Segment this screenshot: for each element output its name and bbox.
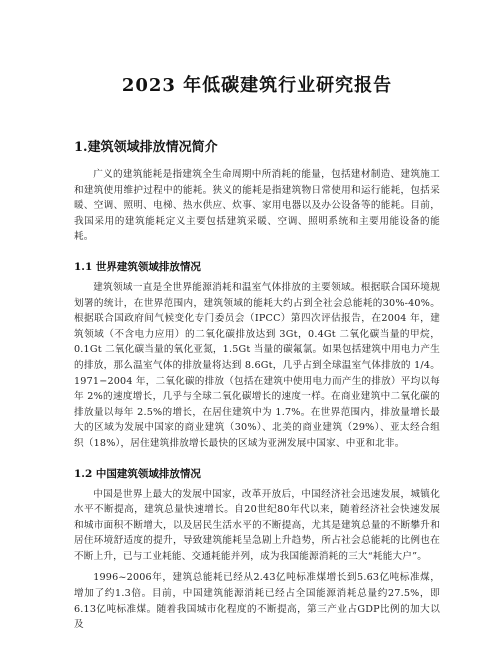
section-heading-world-emissions: 1.1 世界建筑领域排放情况	[74, 260, 201, 273]
section-paragraph-world-emissions: 建筑领域一直是全世界能源消耗和温室气体排放的主要领域。根据联合国环境规划署的统计，在世界范围内，建筑领域的能耗大约占到全社会总能耗的30%-40%。根据联合国政府间气候变化专门委员会（IPCC）第四次评估报告，在2004 年，建筑领域（不含电力应用）的二氧化碳排放达到 3Gt，0.4Gt 二氧化碳当量的甲烷，0.1Gt 二氧化碳当量的氧化亚氮，1.5Gt 当量的碳氟氯。如果包括建筑中用电力产生的排放，那么温室气体的排放量将达到 8.6Gt，几乎占到全球温室气体排放的 1/4。1971−2004 年，二氧化碳的排放（包括在建筑中使用电力而产生的排放）平均以每年 2%的速度增长，几乎与全球二氧化碳增长的速度一样。在商业建筑中二氧化碳的排放量以每年 2.5%的增长，在居住建筑中为 1.7%。在世界范围内，排放量增长最大的区域为发展中国家的商业建筑（30%）、北美的商业建筑（29%）、亚太经合组织（18%），居住建筑排放增长最快的区域为亚洲发展中国家、中亚和北非。	[74, 281, 440, 449]
document-title: 2023 年低碳建筑行业研究报告	[121, 75, 393, 96]
section-china-emissions	[74, 466, 440, 633]
section-heading-china-emissions: 1.2 中国建筑领域排放情况	[74, 467, 201, 480]
section-world-emissions	[74, 259, 440, 452]
section-paragraph-china-emissions-2: 1996~2006年，建筑总能耗已经从2.43亿吨标准煤增长到5.63亿吨标准煤，增加了约1.3倍。目前，中国建筑能源消耗已经占全国能源消耗总量约27.5%，即6.13亿吨标准煤。随着我国城市化程度的不断提高，第三产业占GDP比例的加大以及	[74, 572, 440, 631]
section-paragraph-china-emissions-1: 中国是世界上最大的发展中国家，改革开放后，中国经济社会迅速发展，城镇化水平不断提高，建筑总量快速增长。自20世纪80年代以来，随着经济社会快速发展和城市面积不断增大，以及居民生活水平的不断提高，尤其是建筑总量的不断攀升和居住环境舒适度的提升，导致建筑能耗呈急剧上升趋势，所占社会总能耗的比例也在不断上升，已与工业耗能、交通耗能并列，成为我国能源消耗的三大“耗能大户”。	[74, 488, 440, 562]
section-overview	[74, 139, 440, 245]
section-paragraph-overview: 广义的建筑能耗是指建筑全生命周期中所消耗的能量，包括建材制造、建筑施工和建筑使用维护过程中的能耗。狭义的能耗是指建筑物日常使用和运行能耗，包括采暖、空调、照明、电梯、热水供应、炊事、家用电器以及办公设备等的能耗。目前，我国采用的建筑能耗定义主要包括建筑采暖、空调、照明系统和主要用能设备的能耗。	[74, 169, 440, 243]
section-heading-overview: 1.建筑领域排放情况简介	[74, 140, 218, 155]
